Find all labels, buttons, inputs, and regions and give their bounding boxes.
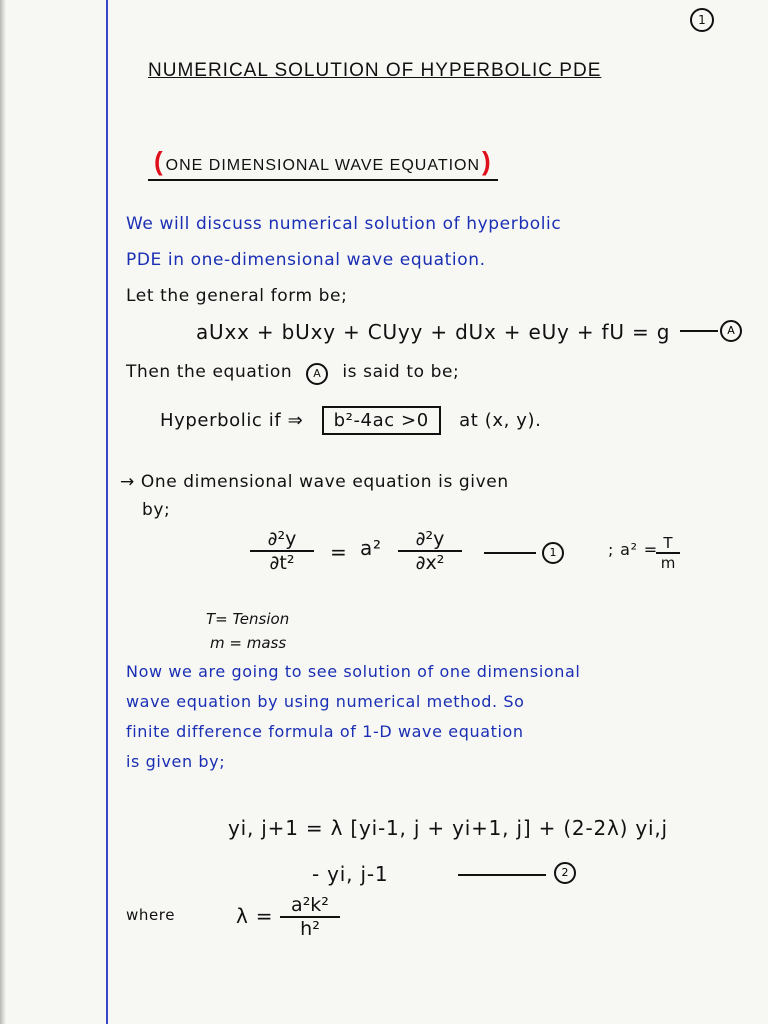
equation-2-dash [458, 874, 546, 876]
a-squared-denominator: m [656, 552, 680, 572]
equation-a-label: A [720, 320, 742, 342]
wave-lhs-numerator: ∂²y [267, 528, 297, 550]
a-squared-fraction [656, 534, 680, 572]
let-line: Let the general form be; [126, 286, 348, 306]
where-label: where [126, 906, 176, 924]
equation-1-label: 1 [542, 542, 564, 564]
lambda-denominator: h² [280, 916, 340, 940]
lambda-lhs: λ = [236, 904, 274, 928]
hyperbolic-label: Hyperbolic if ⇒ [160, 410, 304, 431]
a-squared-numerator: T [663, 534, 673, 552]
equation-2-label: 2 [554, 862, 576, 884]
wave-equals: = [330, 540, 348, 564]
then-line-text: Then the equation [126, 362, 293, 382]
general-equation [196, 320, 670, 344]
one-dim-line-1: → One dimensional wave equation is given [120, 472, 509, 492]
equation-a-dash [680, 330, 718, 332]
wave-rhs-numerator: ∂²y [415, 528, 445, 550]
intro-line-1: We will discuss numerical solution of hyperbolic [126, 214, 562, 234]
mass-definition: m = mass [210, 634, 287, 652]
wave-lhs-denominator: ∂t² [250, 550, 314, 574]
a-squared-definition: ; a² = [608, 540, 658, 559]
intro-line-2: PDE in one-dimensional wave equation. [126, 250, 486, 270]
general-equation-text: aUxx + bUxy + CUyy + dUx + eUy + fU = g [196, 320, 671, 344]
hyperbolic-condition-line [160, 410, 541, 431]
equation-a-ref: A [306, 363, 328, 385]
page-edge-shadow [0, 0, 6, 1024]
hyperbolic-condition-box: b²-4ac >0 [322, 406, 441, 435]
page-number: 1 [690, 8, 714, 32]
wave-coefficient: a² [360, 536, 382, 560]
wave-rhs-denominator: ∂x² [398, 550, 462, 574]
now-line-4: is given by; [126, 752, 226, 771]
lambda-fraction [280, 894, 340, 940]
then-line [126, 362, 459, 385]
lambda-numerator: a²k² [291, 894, 329, 916]
page-subtitle: ( ONE DIMENSIONAL WAVE EQUATION ) [148, 146, 498, 181]
finite-difference-equation: yi, j+1 = λ [yi-1, j + yi+1, j] + (2-2λ) yi,j [228, 816, 668, 840]
wave-lhs-fraction [250, 528, 314, 574]
finite-difference-equation-cont: - yi, j-1 [312, 862, 389, 886]
page-title: NUMERICAL SOLUTION OF HYPERBOLIC PDE [148, 60, 602, 81]
now-line-2: wave equation by using numerical method. So [126, 692, 525, 711]
then-line-end: is said to be; [342, 362, 460, 382]
now-line-1: Now we are going to see solution of one dimensional [126, 662, 581, 681]
hyperbolic-at: at (x, y). [459, 410, 542, 431]
notebook-margin-line [106, 0, 108, 1024]
equation-1-dash [484, 552, 536, 554]
now-line-3: finite difference formula of 1-D wave equation [126, 722, 524, 741]
tension-definition: T= Tension [206, 610, 290, 628]
one-dim-line-2: by; [142, 500, 171, 520]
wave-rhs-fraction [398, 528, 462, 574]
